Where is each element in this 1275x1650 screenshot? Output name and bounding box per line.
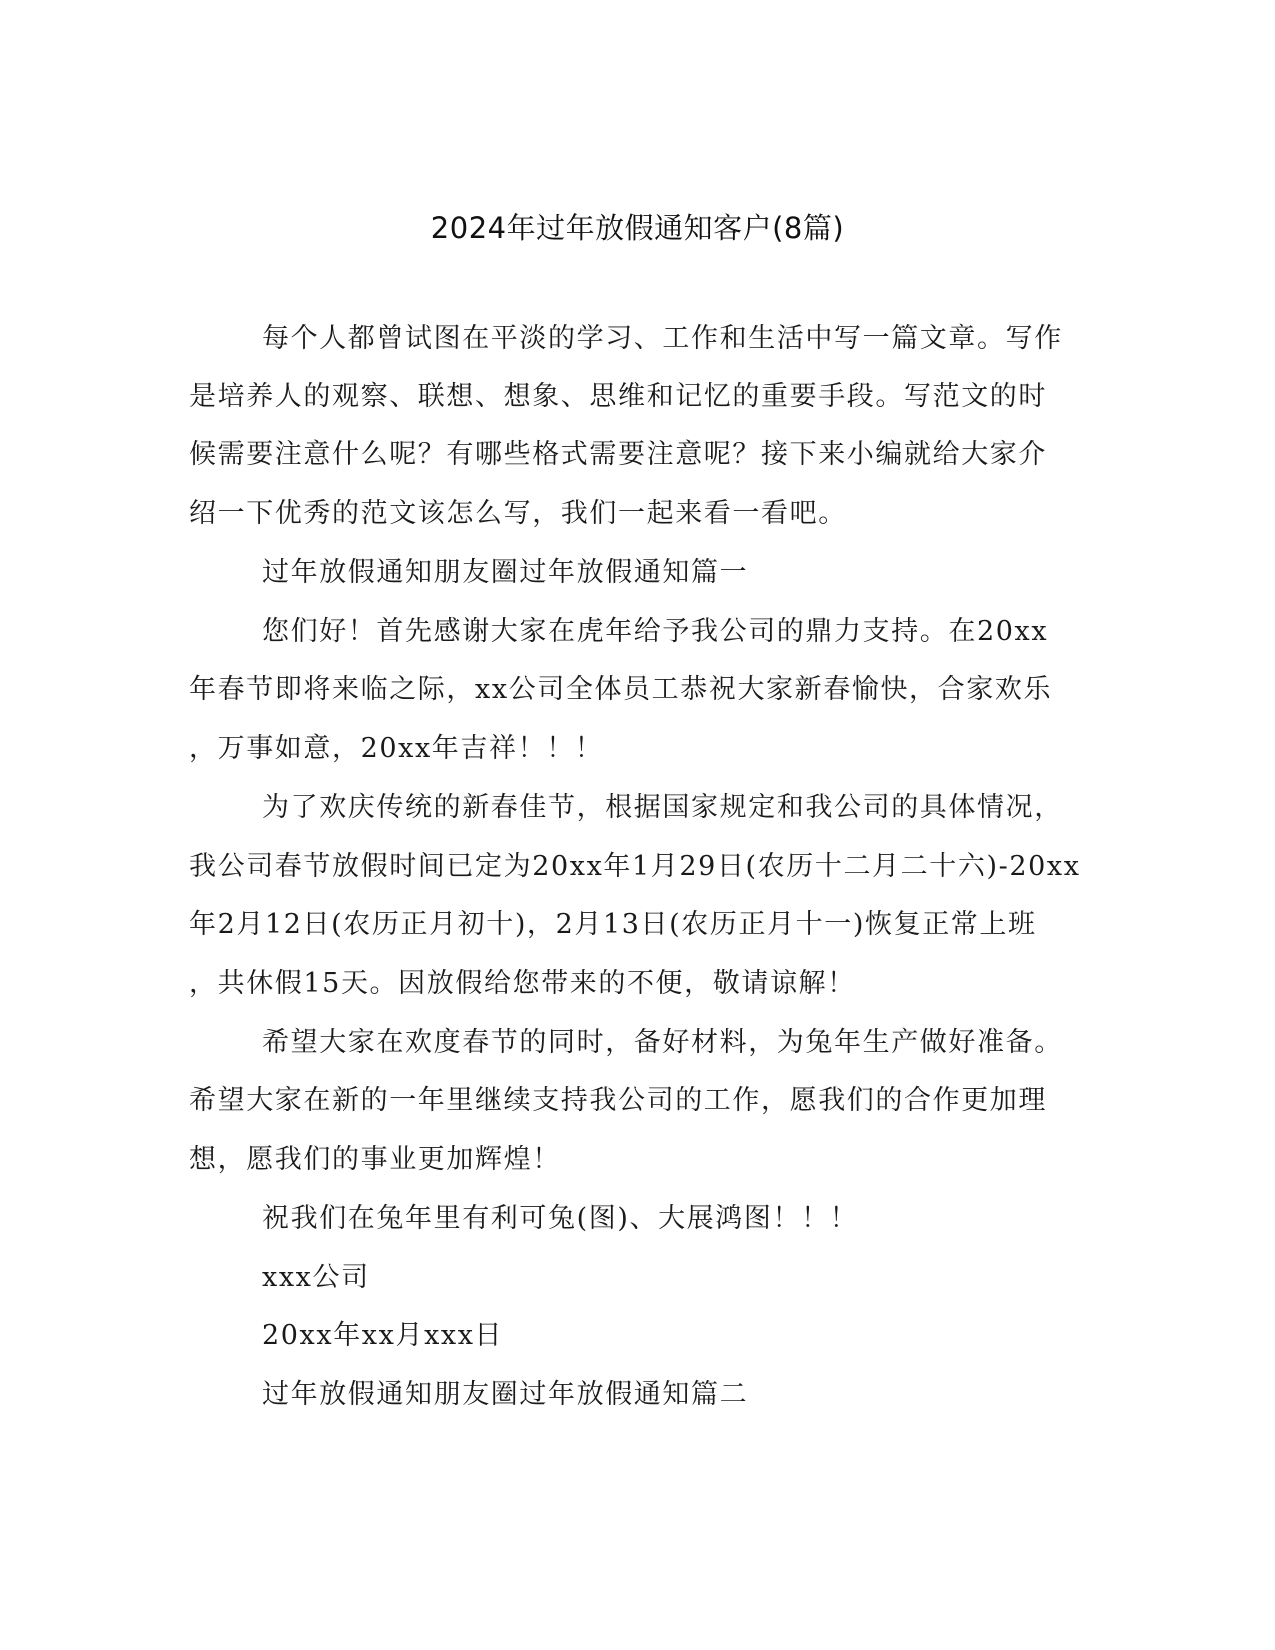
holiday-line-3: 年2月12日(农历正月初十)，2月13日(农历正月十一)恢复正常上班 [189, 909, 1037, 940]
intro-line-3: 候需要注意什么呢？有哪些格式需要注意呢？接下来小编就给大家介 [189, 439, 1047, 470]
intro-line-2: 是培养人的观察、联想、想象、思维和记忆的重要手段。写范文的时 [189, 381, 1047, 412]
wish-line-3: 想，愿我们的事业更加辉煌！ [189, 1144, 561, 1175]
holiday-line-1: 为了欢庆传统的新春佳节，根据国家规定和我公司的具体情况， [262, 792, 1063, 823]
greeting-line-3: ，万事如意，20xx年吉祥！！！ [189, 733, 604, 764]
greeting-line-2: 年春节即将来临之际，xx公司全体员工恭祝大家新春愉快，合家欢乐 [189, 674, 1053, 705]
greeting-line-1: 您们好！首先感谢大家在虎年给予我公司的鼎力支持。在20xx [262, 616, 1049, 647]
blessing-line: 祝我们在兔年里有利可兔(图)、大展鸿图！！！ [262, 1203, 859, 1234]
intro-line-1: 每个人都曾试图在平淡的学习、工作和生活中写一篇文章。写作 [262, 323, 1063, 354]
wish-line-1: 希望大家在欢度春节的同时，备好材料，为兔年生产做好准备。 [262, 1027, 1063, 1058]
holiday-line-2: 我公司春节放假时间已定为20xx年1月29日(农历十二月二十六)-20xx [189, 851, 1081, 882]
wish-line-2: 希望大家在新的一年里继续支持我公司的工作，愿我们的合作更加理 [189, 1085, 1047, 1116]
signature-company: xxx公司 [262, 1262, 370, 1293]
document-title: 2024年过年放假通知客户(8篇) [430, 211, 845, 245]
signature-date: 20xx年xx月xxx日 [262, 1320, 504, 1351]
holiday-line-4: ，共休假15天。因放假给您带来的不便，敬请谅解！ [189, 968, 856, 999]
section-heading-2: 过年放假通知朋友圈过年放假通知篇二 [262, 1379, 749, 1410]
section-heading-1: 过年放假通知朋友圈过年放假通知篇一 [262, 557, 749, 588]
intro-line-4: 绍一下优秀的范文该怎么写，我们一起来看一看吧。 [189, 498, 847, 529]
